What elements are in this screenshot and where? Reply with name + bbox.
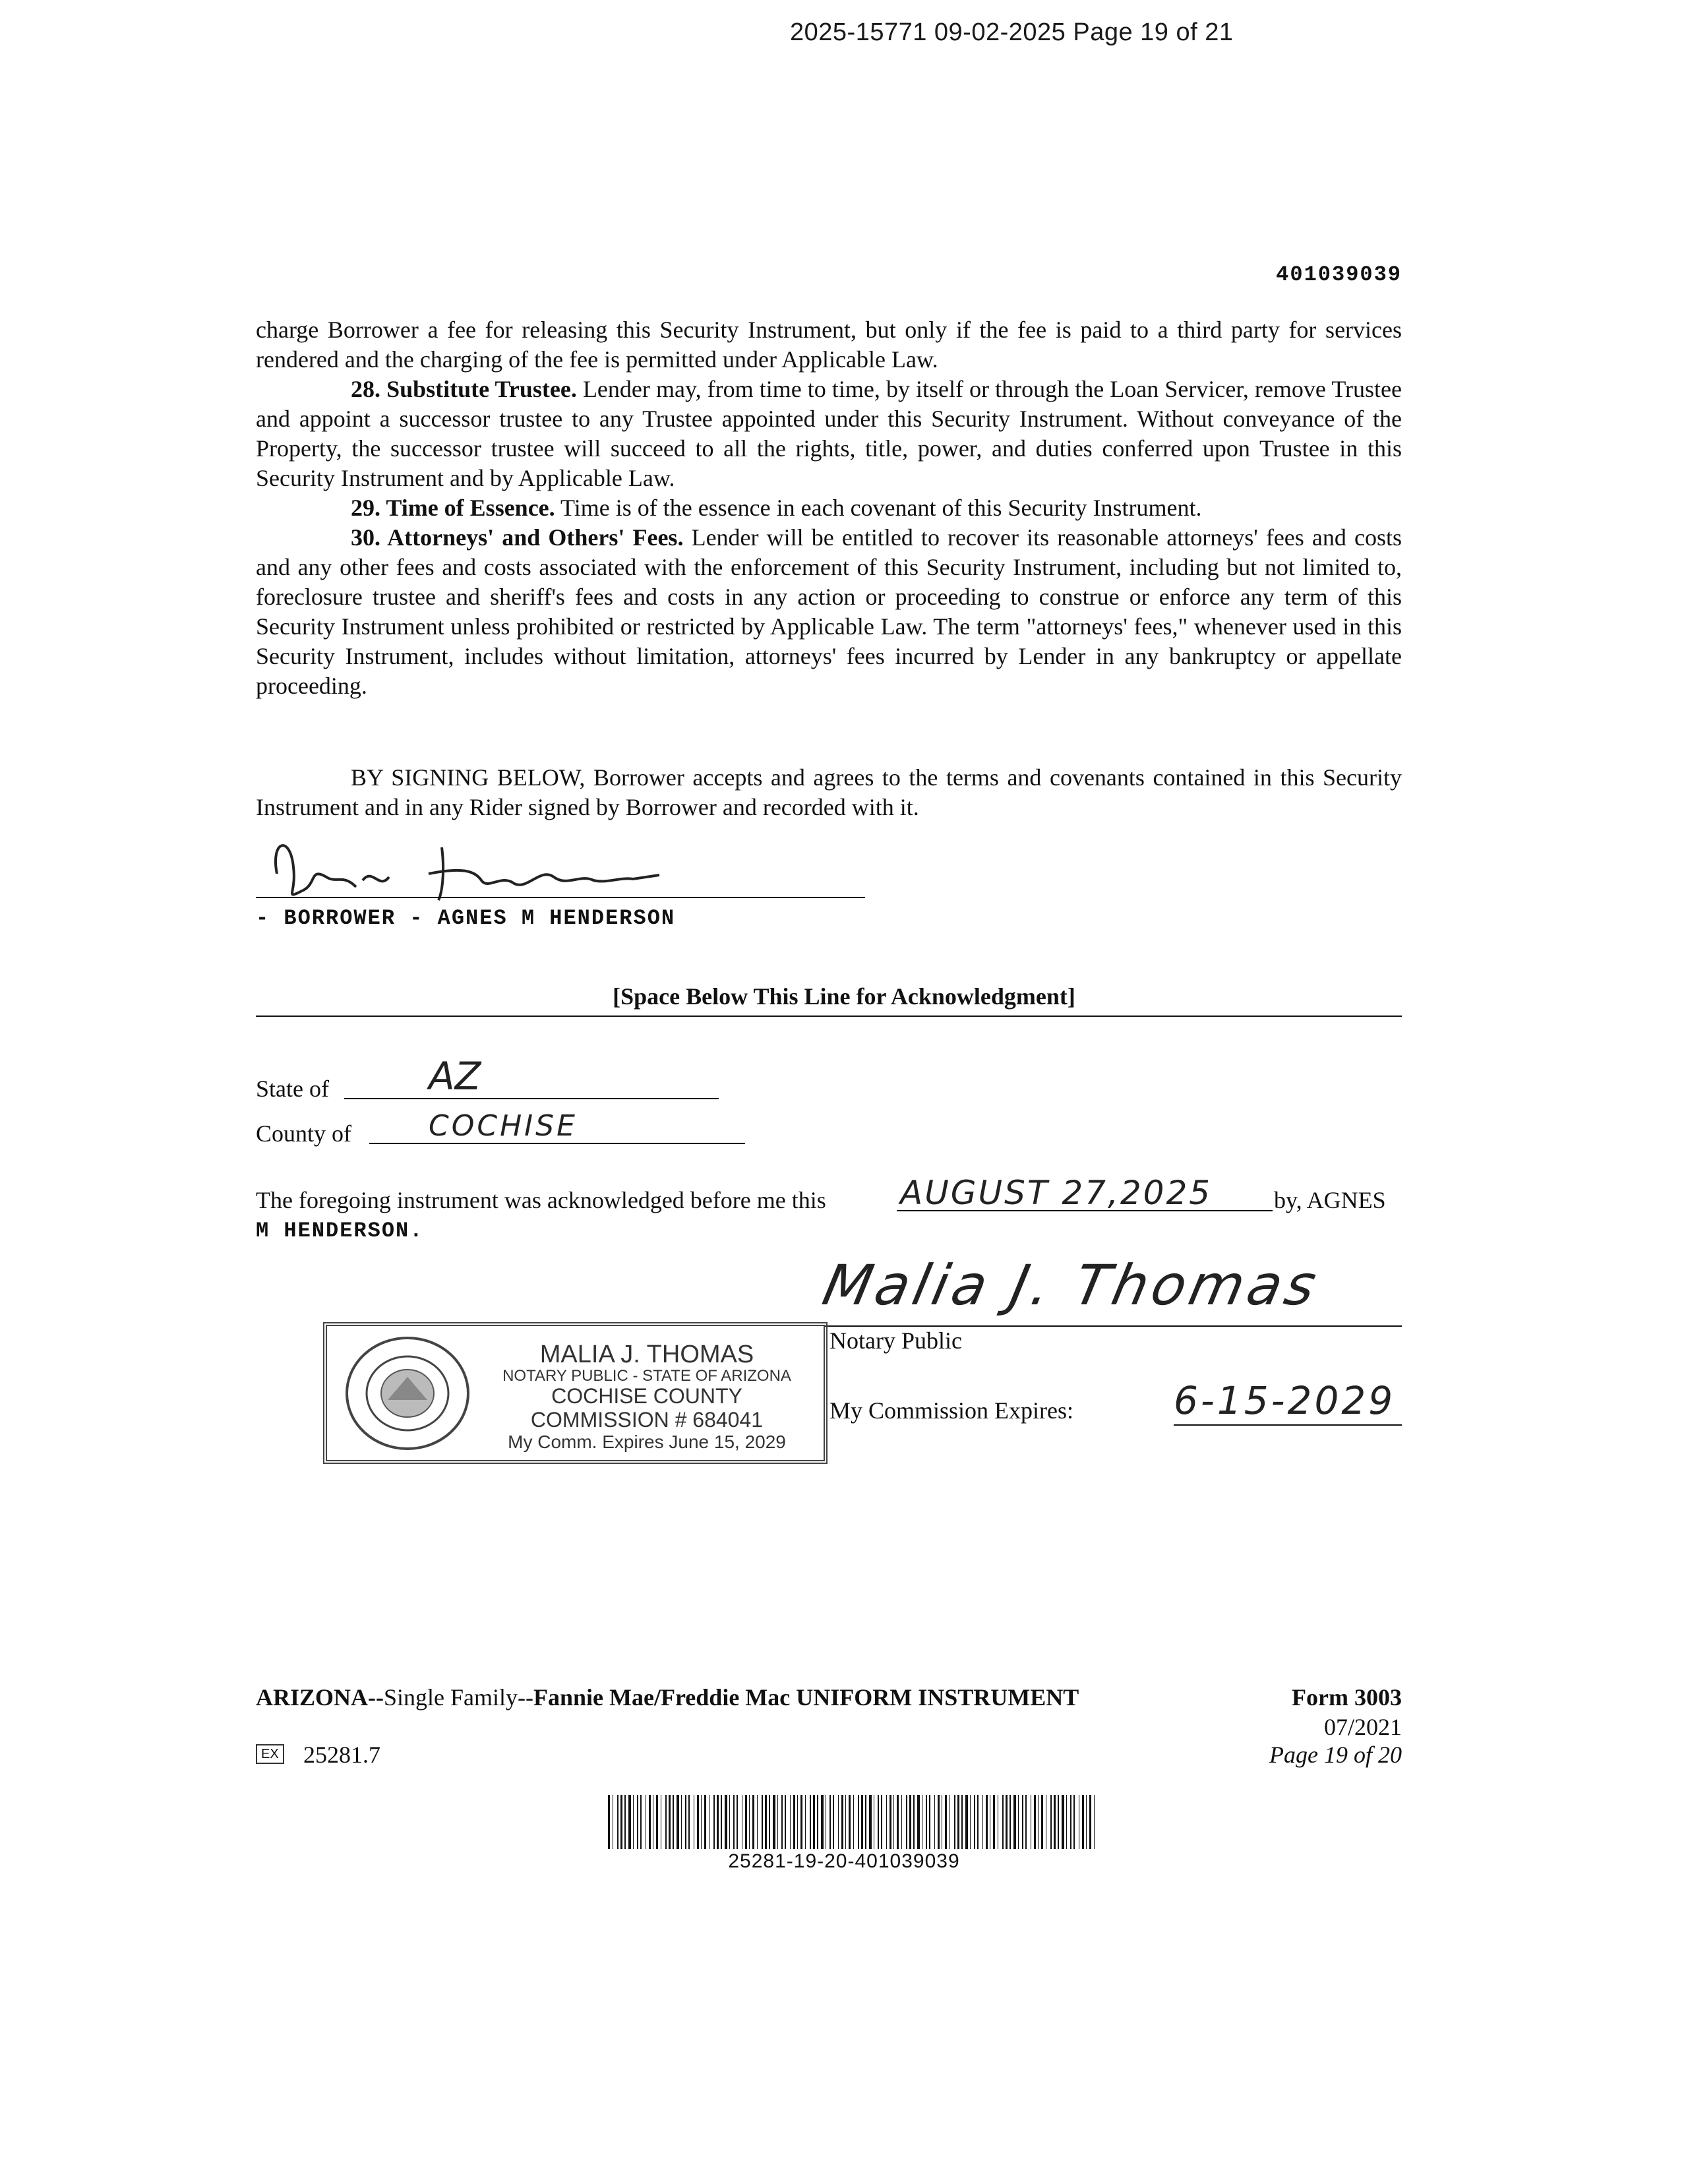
acknowledged-prefix: The foregoing instrument was acknowledged before me this xyxy=(256,1187,826,1213)
seal-line4: My Comm. Expires June 15, 2029 xyxy=(508,1432,786,1452)
barcode-bar xyxy=(817,1795,818,1849)
barcode-bar xyxy=(821,1795,824,1849)
document-body xyxy=(256,315,1402,701)
commission-expires-value: 6-15-2029 xyxy=(1174,1378,1396,1423)
barcode-bar xyxy=(993,1795,995,1849)
borrower-signature-label: - BORROWER - AGNES M HENDERSON xyxy=(256,906,676,930)
barcode-bar xyxy=(909,1795,911,1849)
barcode-bar xyxy=(965,1795,968,1849)
barcode-number: 25281-19-20-401039039 xyxy=(728,1850,960,1872)
barcode-bar xyxy=(805,1795,806,1849)
barcode-bar xyxy=(765,1795,767,1849)
barcode-bar xyxy=(656,1795,658,1849)
form-date: 07/2021 xyxy=(1323,1714,1402,1740)
paragraph-fee-release: charge Borrower a fee for releasing this Security Instrument, but only if the fee is paid to a third party for services rendered and the charging of the fee is permitted under Applicable Law. xyxy=(256,317,1402,373)
barcode-bar xyxy=(1050,1795,1052,1849)
barcode-bar xyxy=(1038,1795,1039,1849)
signing-statement: BY SIGNING BELOW, Borrower accepts and agrees to the terms and covenants contained in this Security Instrument and in any Rider signed by Borrower and recorded with it. xyxy=(256,764,1402,820)
barcode-bar xyxy=(1070,1795,1071,1849)
barcode-bar xyxy=(1041,1795,1043,1849)
barcode-bar xyxy=(957,1795,959,1849)
barcode-bar xyxy=(913,1795,915,1849)
ex-badge: EX xyxy=(256,1744,284,1764)
county-value: COCHISE xyxy=(429,1109,578,1143)
barcode-bar xyxy=(669,1795,671,1849)
section-29-heading: 29. Time of Essence. xyxy=(351,495,555,521)
barcode-bar xyxy=(637,1795,638,1849)
barcode-bar xyxy=(1013,1795,1016,1849)
seal-line3: COMMISSION # 684041 xyxy=(530,1408,764,1432)
barcode-bar xyxy=(878,1795,879,1849)
barcode-bar xyxy=(800,1795,802,1849)
acknowledged-date: AUGUST 27,2025 xyxy=(900,1174,1213,1212)
barcode-bar xyxy=(813,1795,815,1849)
barcode-bar xyxy=(1086,1795,1087,1849)
county-line xyxy=(369,1143,745,1144)
barcode-bar xyxy=(681,1795,682,1849)
barcode-bar xyxy=(757,1795,758,1849)
barcode-bar xyxy=(624,1795,626,1849)
barcode-bar xyxy=(785,1795,786,1849)
barcode-bar xyxy=(762,1795,763,1849)
seal-line2: COCHISE COUNTY xyxy=(551,1384,742,1408)
barcode-bar xyxy=(906,1795,907,1849)
barcode-bar xyxy=(861,1795,863,1849)
loan-number: 401039039 xyxy=(1276,262,1402,287)
barcode-bar xyxy=(717,1795,719,1849)
notary-seal xyxy=(323,1322,828,1464)
barcode-bar xyxy=(833,1795,834,1849)
seal-line1: NOTARY PUBLIC - STATE OF ARIZONA xyxy=(502,1367,791,1385)
borrower-signature-line xyxy=(256,897,865,898)
section-29-text: Time is of the essence in each covenant of this Security Instrument. xyxy=(555,495,1202,521)
barcode-bar xyxy=(929,1795,930,1849)
barcode-bar xyxy=(628,1795,631,1849)
barcode-bar xyxy=(688,1795,690,1849)
barcode-bar xyxy=(1006,1795,1008,1849)
barcode-bar xyxy=(1018,1795,1019,1849)
commission-expires-line xyxy=(1174,1424,1402,1426)
barcode-bar xyxy=(934,1795,935,1849)
state-line xyxy=(344,1098,719,1099)
barcode-bar xyxy=(889,1795,891,1849)
seal-name: MALIA J. THOMAS xyxy=(539,1341,754,1368)
barcode-bar xyxy=(745,1795,747,1849)
state-seal-icon xyxy=(342,1334,473,1453)
barcode-bar xyxy=(901,1795,902,1849)
section-30-heading: 30. Attorneys' and Others' Fees. xyxy=(351,524,684,551)
barcode-bar xyxy=(917,1795,920,1849)
barcode-bar xyxy=(881,1795,882,1849)
barcode-bar xyxy=(1025,1795,1027,1849)
barcode-bar xyxy=(633,1795,634,1849)
state-label: State of xyxy=(256,1076,329,1102)
section-28-heading: 28. Substitute Trustee. xyxy=(351,376,577,402)
barcode-bar xyxy=(665,1795,667,1849)
barcode-bar xyxy=(640,1795,642,1849)
barcode-bar xyxy=(897,1795,899,1849)
barcode-bar xyxy=(620,1795,622,1849)
barcode-bar xyxy=(1094,1795,1095,1849)
barcode-bar xyxy=(841,1795,843,1849)
barcode-bar xyxy=(1082,1795,1084,1849)
notary-title: Notary Public xyxy=(829,1327,962,1354)
barcode-bar xyxy=(926,1795,927,1849)
acknowledged-name-line2: M HENDERSON. xyxy=(256,1219,424,1243)
form-page: Page 19 of 20 xyxy=(1269,1742,1402,1768)
barcode-bar xyxy=(649,1795,651,1849)
form-number: Form 3003 xyxy=(1292,1684,1402,1711)
borrower-signature xyxy=(264,828,699,913)
barcode-bar xyxy=(858,1795,859,1849)
barcode-bar xyxy=(1089,1795,1091,1849)
section-28-text: Lender may, from time to time, by itself or through the Loan Servicer, remove Trustee and appoint a successor trustee to any Trustee appointed under this Security Instrument. Without conveyance of the Property, the successor trustee will succeed to all the rights, title, power, and duties conferred upon Trustee in this Security Instrument and by Applicable Law. xyxy=(256,376,1402,491)
barcode-bar xyxy=(790,1795,791,1849)
barcode-bar xyxy=(704,1795,706,1849)
acknowledgment-divider-label: [Space Below This Line for Acknowledgment] xyxy=(613,983,1075,1010)
barcode-bar xyxy=(838,1795,839,1849)
section-30 xyxy=(256,523,1402,701)
acknowledged-suffix xyxy=(1274,1186,1386,1214)
barcode-bar xyxy=(865,1795,866,1849)
notary-signature: Malia J. Thomas xyxy=(817,1253,1326,1318)
barcode-bar xyxy=(845,1795,846,1849)
barcode-bar xyxy=(1066,1795,1067,1849)
barcode-bar xyxy=(1054,1795,1056,1849)
barcode-bar xyxy=(1058,1795,1059,1849)
barcode-bar xyxy=(752,1795,754,1849)
barcode-bar xyxy=(725,1795,727,1849)
barcode-bar xyxy=(1062,1795,1064,1849)
barcode-bar xyxy=(945,1795,947,1849)
acknowledged-suffix-text: by, AGNES xyxy=(1274,1187,1386,1213)
barcode-bar xyxy=(886,1795,887,1849)
doc-code: 25281.7 xyxy=(303,1742,380,1768)
barcode-bar xyxy=(769,1795,770,1849)
section-30-text: Lender will be entitled to recover its reasonable attorneys' fees and costs and any other fees and costs associated with the enforcement of this Security Instrument, including but not limited to, foreclosure trustee and sheriff's fees and costs in any action or proceeding to construe or enforce any term of this Security Instrument unless prohibited or restricted by Applicable Law. The term "attorneys' fees," whenever used in this Security Instrument, includes without limitation, attorneys' fees incurred by Lender in any bankruptcy or appellate proceeding. xyxy=(256,524,1402,699)
form-title-middle: Single Family-- xyxy=(384,1684,533,1711)
barcode-bar xyxy=(954,1795,955,1849)
barcode-bar xyxy=(970,1795,971,1849)
form-title-state: ARIZONA-- xyxy=(256,1684,384,1711)
barcode-bar xyxy=(829,1795,831,1849)
barcode-bar xyxy=(617,1795,618,1849)
barcode-bar xyxy=(729,1795,730,1849)
county-label: County of xyxy=(256,1120,352,1147)
barcode-bar xyxy=(893,1795,894,1849)
barcode-bar xyxy=(781,1795,783,1849)
section-29 xyxy=(256,493,1402,523)
barcode-bar xyxy=(749,1795,750,1849)
form-title-end: Fannie Mae/Freddie Mac UNIFORM INSTRUMENT xyxy=(533,1684,1079,1711)
barcode-bar xyxy=(701,1795,702,1849)
signing-statement-block xyxy=(256,763,1402,822)
barcode-bar xyxy=(977,1795,979,1849)
barcode-bar xyxy=(608,1795,610,1849)
barcode-bar xyxy=(677,1795,679,1849)
barcode-bar xyxy=(733,1795,735,1849)
barcode-bar xyxy=(1073,1795,1075,1849)
barcode-bar xyxy=(777,1795,778,1849)
barcode-bar xyxy=(673,1795,674,1849)
barcode-bar xyxy=(713,1795,715,1849)
acknowledgment-divider-line xyxy=(256,1016,1402,1017)
barcode-bar xyxy=(961,1795,963,1849)
barcode-bar xyxy=(1022,1795,1023,1849)
barcode-bar xyxy=(697,1795,699,1849)
barcode-bar xyxy=(810,1795,811,1849)
barcode-bar xyxy=(797,1795,798,1849)
section-28 xyxy=(256,375,1402,493)
state-value: AZ xyxy=(429,1054,481,1099)
recording-stamp: 2025-15771 09-02-2025 Page 19 of 21 xyxy=(790,18,1234,46)
barcode-bar xyxy=(938,1795,940,1849)
barcode-bar xyxy=(685,1795,686,1849)
barcode-bar xyxy=(773,1795,775,1849)
barcode-bar xyxy=(986,1795,988,1849)
barcode-bar xyxy=(853,1795,854,1849)
barcode-bar xyxy=(982,1795,983,1849)
barcode-bar xyxy=(721,1795,722,1849)
barcode-bar xyxy=(869,1795,872,1849)
barcode xyxy=(608,1795,1097,1849)
barcode-bar xyxy=(1010,1795,1011,1849)
commission-expires-label: My Commission Expires: xyxy=(829,1397,1074,1424)
barcode-bar xyxy=(974,1795,975,1849)
barcode-bar xyxy=(737,1795,738,1849)
barcode-bar xyxy=(793,1795,795,1849)
barcode-bar xyxy=(1002,1795,1004,1849)
barcode-bar xyxy=(849,1795,851,1849)
barcode-bar xyxy=(1034,1795,1036,1849)
form-title xyxy=(256,1684,1079,1711)
